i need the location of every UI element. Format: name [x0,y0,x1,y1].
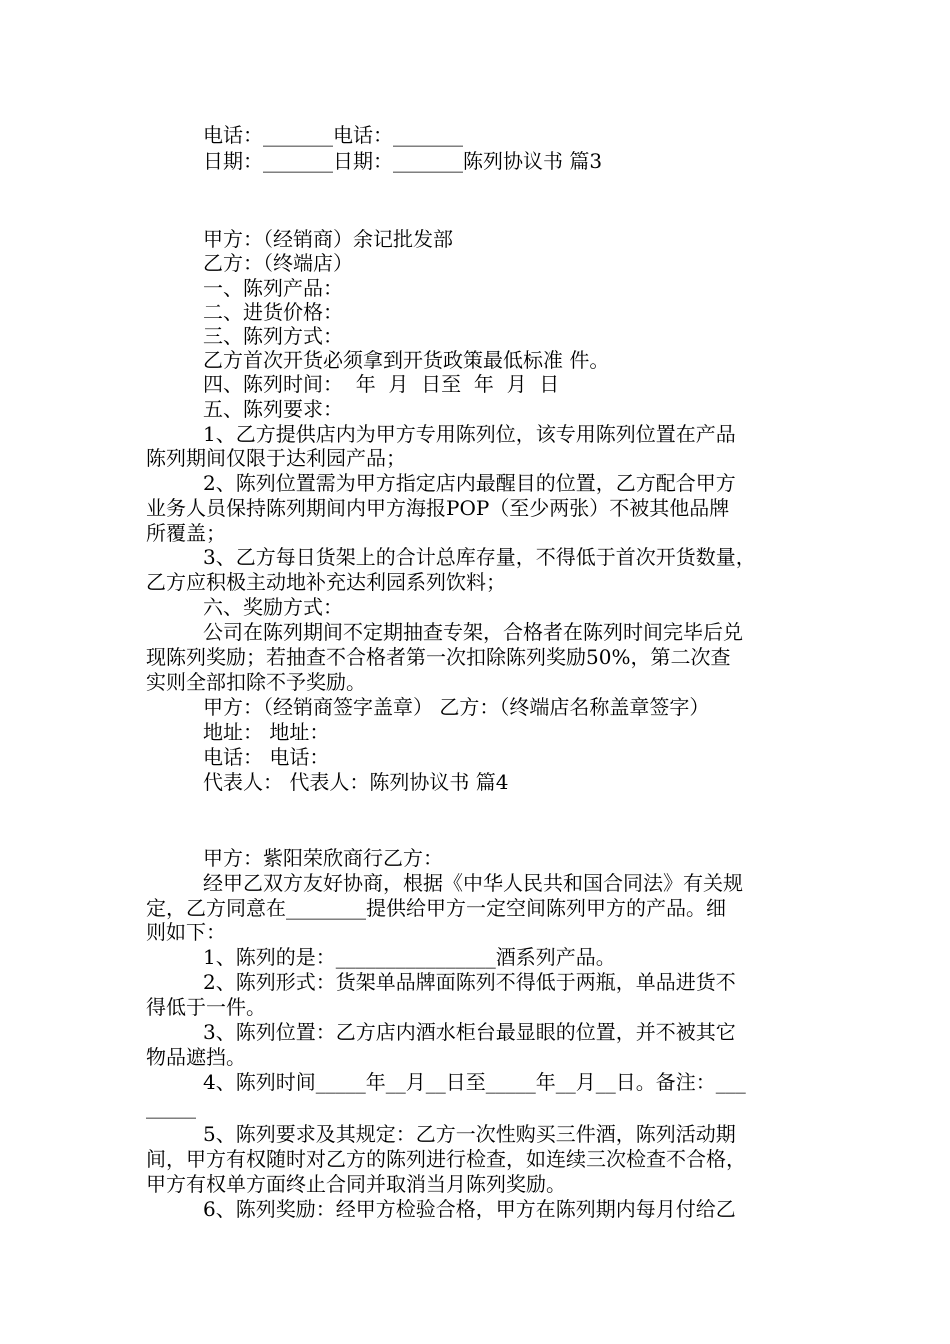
text-line: 甲方：（经销商）余记批发部 [203,227,453,251]
text-line: 得低于一件。 [146,995,266,1019]
text-line: 日期：_______日期：_______陈列协议书 篇3 [203,149,603,173]
text-line: 3、乙方每日货架上的合计总库存量，不得低于首次开货数量， [203,545,756,569]
text-line: 甲方：紫阳荣欣商行乙方： [203,846,443,870]
text-line: 一、陈列产品： [203,276,343,300]
text-line: 1、陈列的是：________________酒系列产品。 [203,945,616,969]
text-line: 代表人： 代表人：陈列协议书 篇4 [203,770,509,794]
text-line: _____ [146,1095,196,1119]
text-line: 三、陈列方式： [203,324,343,348]
text-line: 经甲乙双方友好协商，根据《中华人民共和国合同法》有关规 [203,871,743,895]
text-line: 陈列期间仅限于达利园产品； [146,446,406,470]
text-line: 五、陈列要求： [203,397,343,421]
text-line: 乙方应积极主动地补充达利园系列饮料； [146,570,506,594]
text-line: 3、陈列位置：乙方店内酒水柜台最显眼的位置，并不被其它 [203,1020,736,1044]
text-line: 实则全部扣除不予奖励。 [146,670,366,694]
text-line: 电话： 电话： [203,745,330,769]
text-line: 乙方：（终端店） [203,251,353,275]
text-line: 2、陈列形式：货架单品牌面陈列不得低于两瓶，单品进货不 [203,970,736,994]
text-line: 定，乙方同意在________提供给甲方一定空间陈列甲方的产品。细 [146,896,726,920]
text-line: 业务人员保持陈列期间内甲方海报POP（至少两张）不被其他品牌 [146,496,730,520]
text-line: 间，甲方有权随时对乙方的陈列进行检查，如连续三次检查不合格， [146,1147,746,1171]
text-line: 现陈列奖励；若抽查不合格者第一次扣除陈列奖励50%，第二次查 [146,645,731,669]
text-line: 5、陈列要求及其规定：乙方一次性购买三件酒，陈列活动期 [203,1122,736,1146]
text-line: 物品遮挡。 [146,1045,246,1069]
text-line: 四、陈列时间： 年 月 日至 年 月 日 [203,372,560,396]
text-line: 二、进货价格： [203,300,343,324]
text-line: 电话：_______电话：_______ [203,123,463,147]
text-line: 六、奖励方式： [203,595,343,619]
text-line: 所覆盖； [146,521,226,545]
text-line: 1、乙方提供店内为甲方专用陈列位，该专用陈列位置在产品 [203,422,736,446]
text-line: 甲方有权单方面终止合同并取消当月陈列奖励。 [146,1172,566,1196]
text-line: 则如下： [146,920,226,944]
text-line: 4、陈列时间_____年__月__日至_____年__月__日。备注：___ [203,1070,746,1094]
text-line: 2、陈列位置需为甲方指定店内最醒目的位置，乙方配合甲方 [203,471,736,495]
text-line: 甲方：（经销商签字盖章） 乙方：（终端店名称盖章签字） [203,695,710,719]
text-line: 乙方首次开货必须拿到开货政策最低标准 件。 [203,348,610,372]
text-line: 地址： 地址： [203,720,330,744]
text-line: 6、陈列奖励：经甲方检验合格，甲方在陈列期内每月付给乙 [203,1197,736,1221]
text-line: 公司在陈列期间不定期抽查专架，合格者在陈列时间完毕后兑 [203,620,743,644]
